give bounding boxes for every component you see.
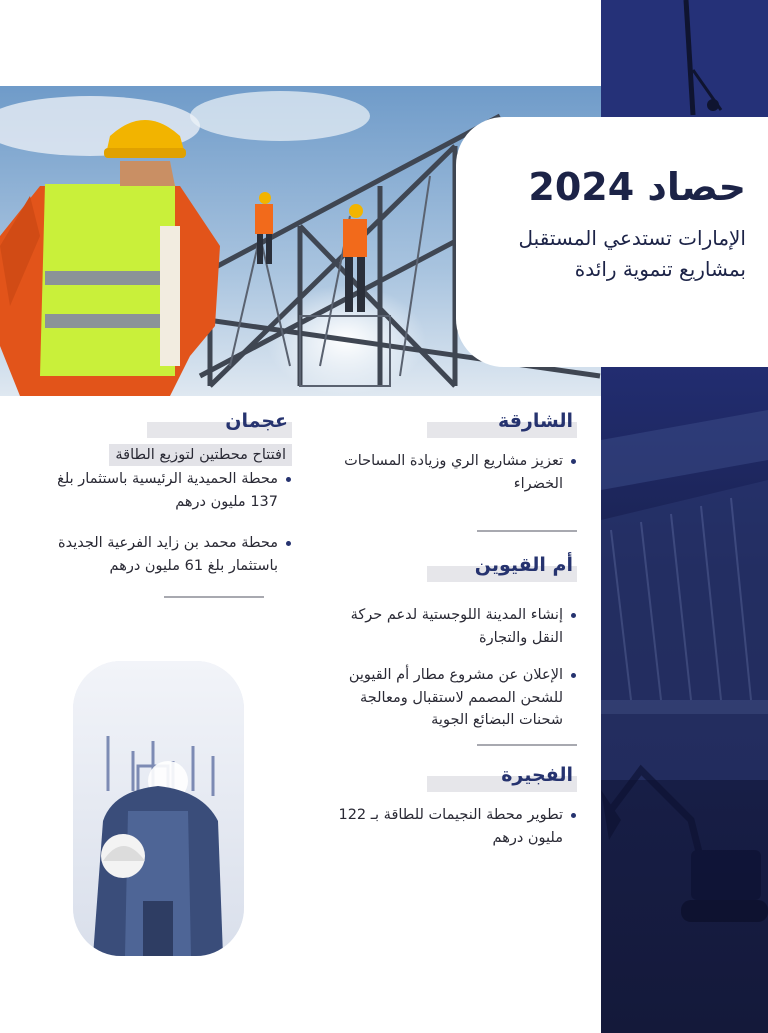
crane-image	[601, 0, 768, 130]
list-item: محطة محمد بن زايد الفرعية الجديدة باستثمار بلغ 61 مليون درهم	[30, 532, 292, 578]
list-item: الإعلان عن مشروع مطار أم القيوين للشحن المصمم لاستقبال ومعالجة شحنات البضائع الجوية	[325, 664, 577, 733]
divider	[477, 530, 577, 532]
section-heading-ajman: عجمان	[30, 408, 292, 438]
list-item: تعزيز مشاريع الري وزيادة المساحات الخضراء	[325, 450, 577, 496]
section-heading-umm-al-quwain: أم القيوين	[325, 552, 577, 582]
right-column	[325, 408, 577, 864]
ajman-intro-wrap	[30, 444, 292, 466]
divider	[164, 596, 264, 598]
subtitle-line-2: بمشاريع تنموية رائدة	[574, 256, 746, 281]
excavator-image	[601, 750, 768, 970]
dam-image	[601, 400, 768, 780]
list-item: تطوير محطة النجيمات للطاقة بـ 122 مليون درهم	[325, 804, 577, 850]
list-item: إنشاء المدينة اللوجستية لدعم حركة النقل والتجارة	[325, 604, 577, 650]
title-card	[456, 117, 768, 367]
engineer-image	[73, 661, 244, 956]
sharjah-list	[325, 450, 577, 496]
engineer-refinery-image	[73, 661, 244, 956]
subtitle-line-1: الإمارات تستدعي المستقبل	[518, 225, 746, 250]
page-title: حصاد 2024	[528, 165, 746, 209]
ajman-intro: افتتاح محطتين لتوزيع الطاقة	[109, 444, 292, 466]
page-subtitle	[466, 223, 746, 285]
left-column	[30, 408, 292, 598]
list-item: محطة الحميدية الرئيسية باستثمار بلغ 137 مليون درهم	[30, 468, 292, 514]
umm-al-quwain-list	[325, 604, 577, 733]
section-heading-fujairah: الفجيرة	[325, 762, 577, 792]
ajman-list	[30, 468, 292, 578]
section-heading-sharjah: الشارقة	[325, 408, 577, 438]
fujairah-list	[325, 804, 577, 850]
divider	[477, 744, 577, 746]
